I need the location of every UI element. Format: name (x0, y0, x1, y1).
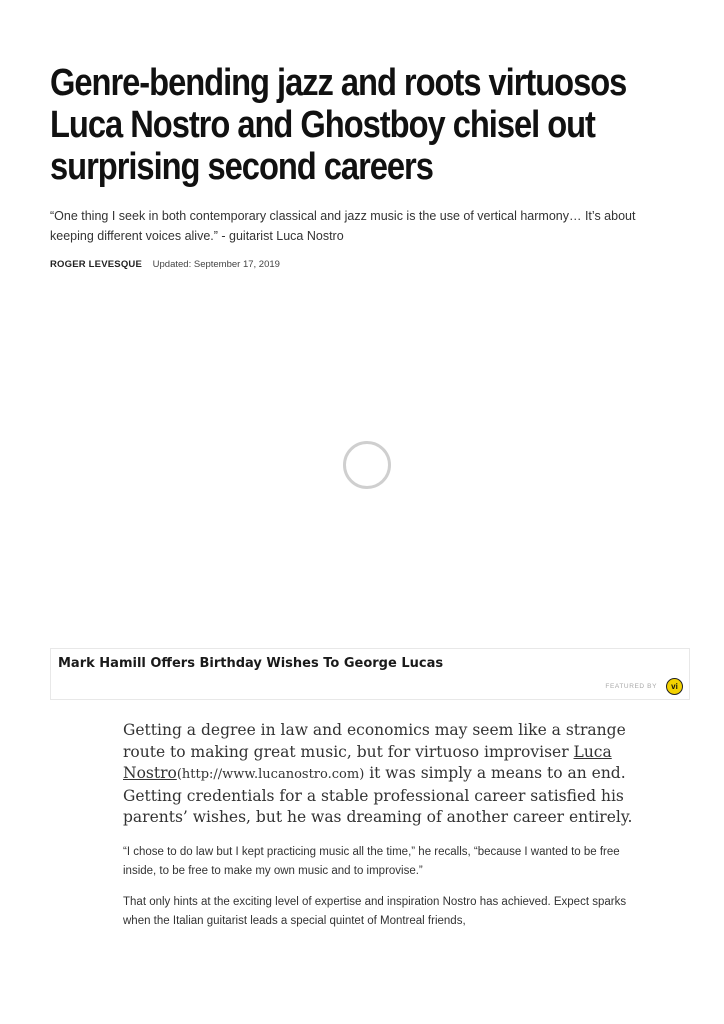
article-deck (50, 206, 670, 246)
headline-line-3: surprising second careers (50, 146, 433, 188)
byline (50, 258, 280, 272)
featured-video-title[interactable]: Mark Hamill Offers Birthday Wishes To George Lucas (58, 656, 444, 671)
featured-video-bar[interactable] (50, 648, 690, 700)
deck-line-1: “One thing I seek in both contemporary classical and jazz music is the use of vertical harmony… It’s about (50, 209, 636, 223)
lead-text-after-link: it was simply a means to an end. Getting credentials for a stable professional career satisfied his parents’ wishes, but he was dreaming of another career entirely. (123, 764, 633, 826)
deck-line-2: keeping different voices alive.” - guitarist Luca Nostro (50, 229, 344, 243)
author-name[interactable]: ROGER LEVESQUE (50, 259, 143, 270)
loading-spinner-icon (343, 441, 391, 489)
link-url-text[interactable]: (http://www.lucanostro.com) (176, 767, 365, 782)
featured-by-label: FEATURED BY (605, 683, 657, 690)
lead-paragraph (123, 720, 643, 829)
headline-line-1: Genre-bending jazz and roots virtuosos (50, 62, 627, 104)
article-headline (50, 62, 627, 188)
vi-logo-icon[interactable]: vi (666, 678, 683, 695)
article-body (123, 720, 643, 943)
luca-nostro-link[interactable]: Luca Nostro (123, 742, 612, 782)
headline-line-2: Luca Nostro and Ghostboy chisel out (50, 104, 595, 146)
paragraph-expertise: That only hints at the exciting level of expertise and inspiration Nostro has achieved. Expect sparks when the Italian guitarist leads a special quintet of Montreal friends, (123, 895, 627, 927)
updated-date: Updated: September 17, 2019 (152, 259, 280, 270)
paragraph-quote: “I chose to do law but I kept practicing music all the time,” he recalls, “because I wanted to be free inside, to be free to make my own music and to improvise.” (123, 845, 620, 877)
lead-text-before-link: Getting a degree in law and economics may seem like a strange route to making great music, but for virtuoso improviser (123, 721, 626, 761)
